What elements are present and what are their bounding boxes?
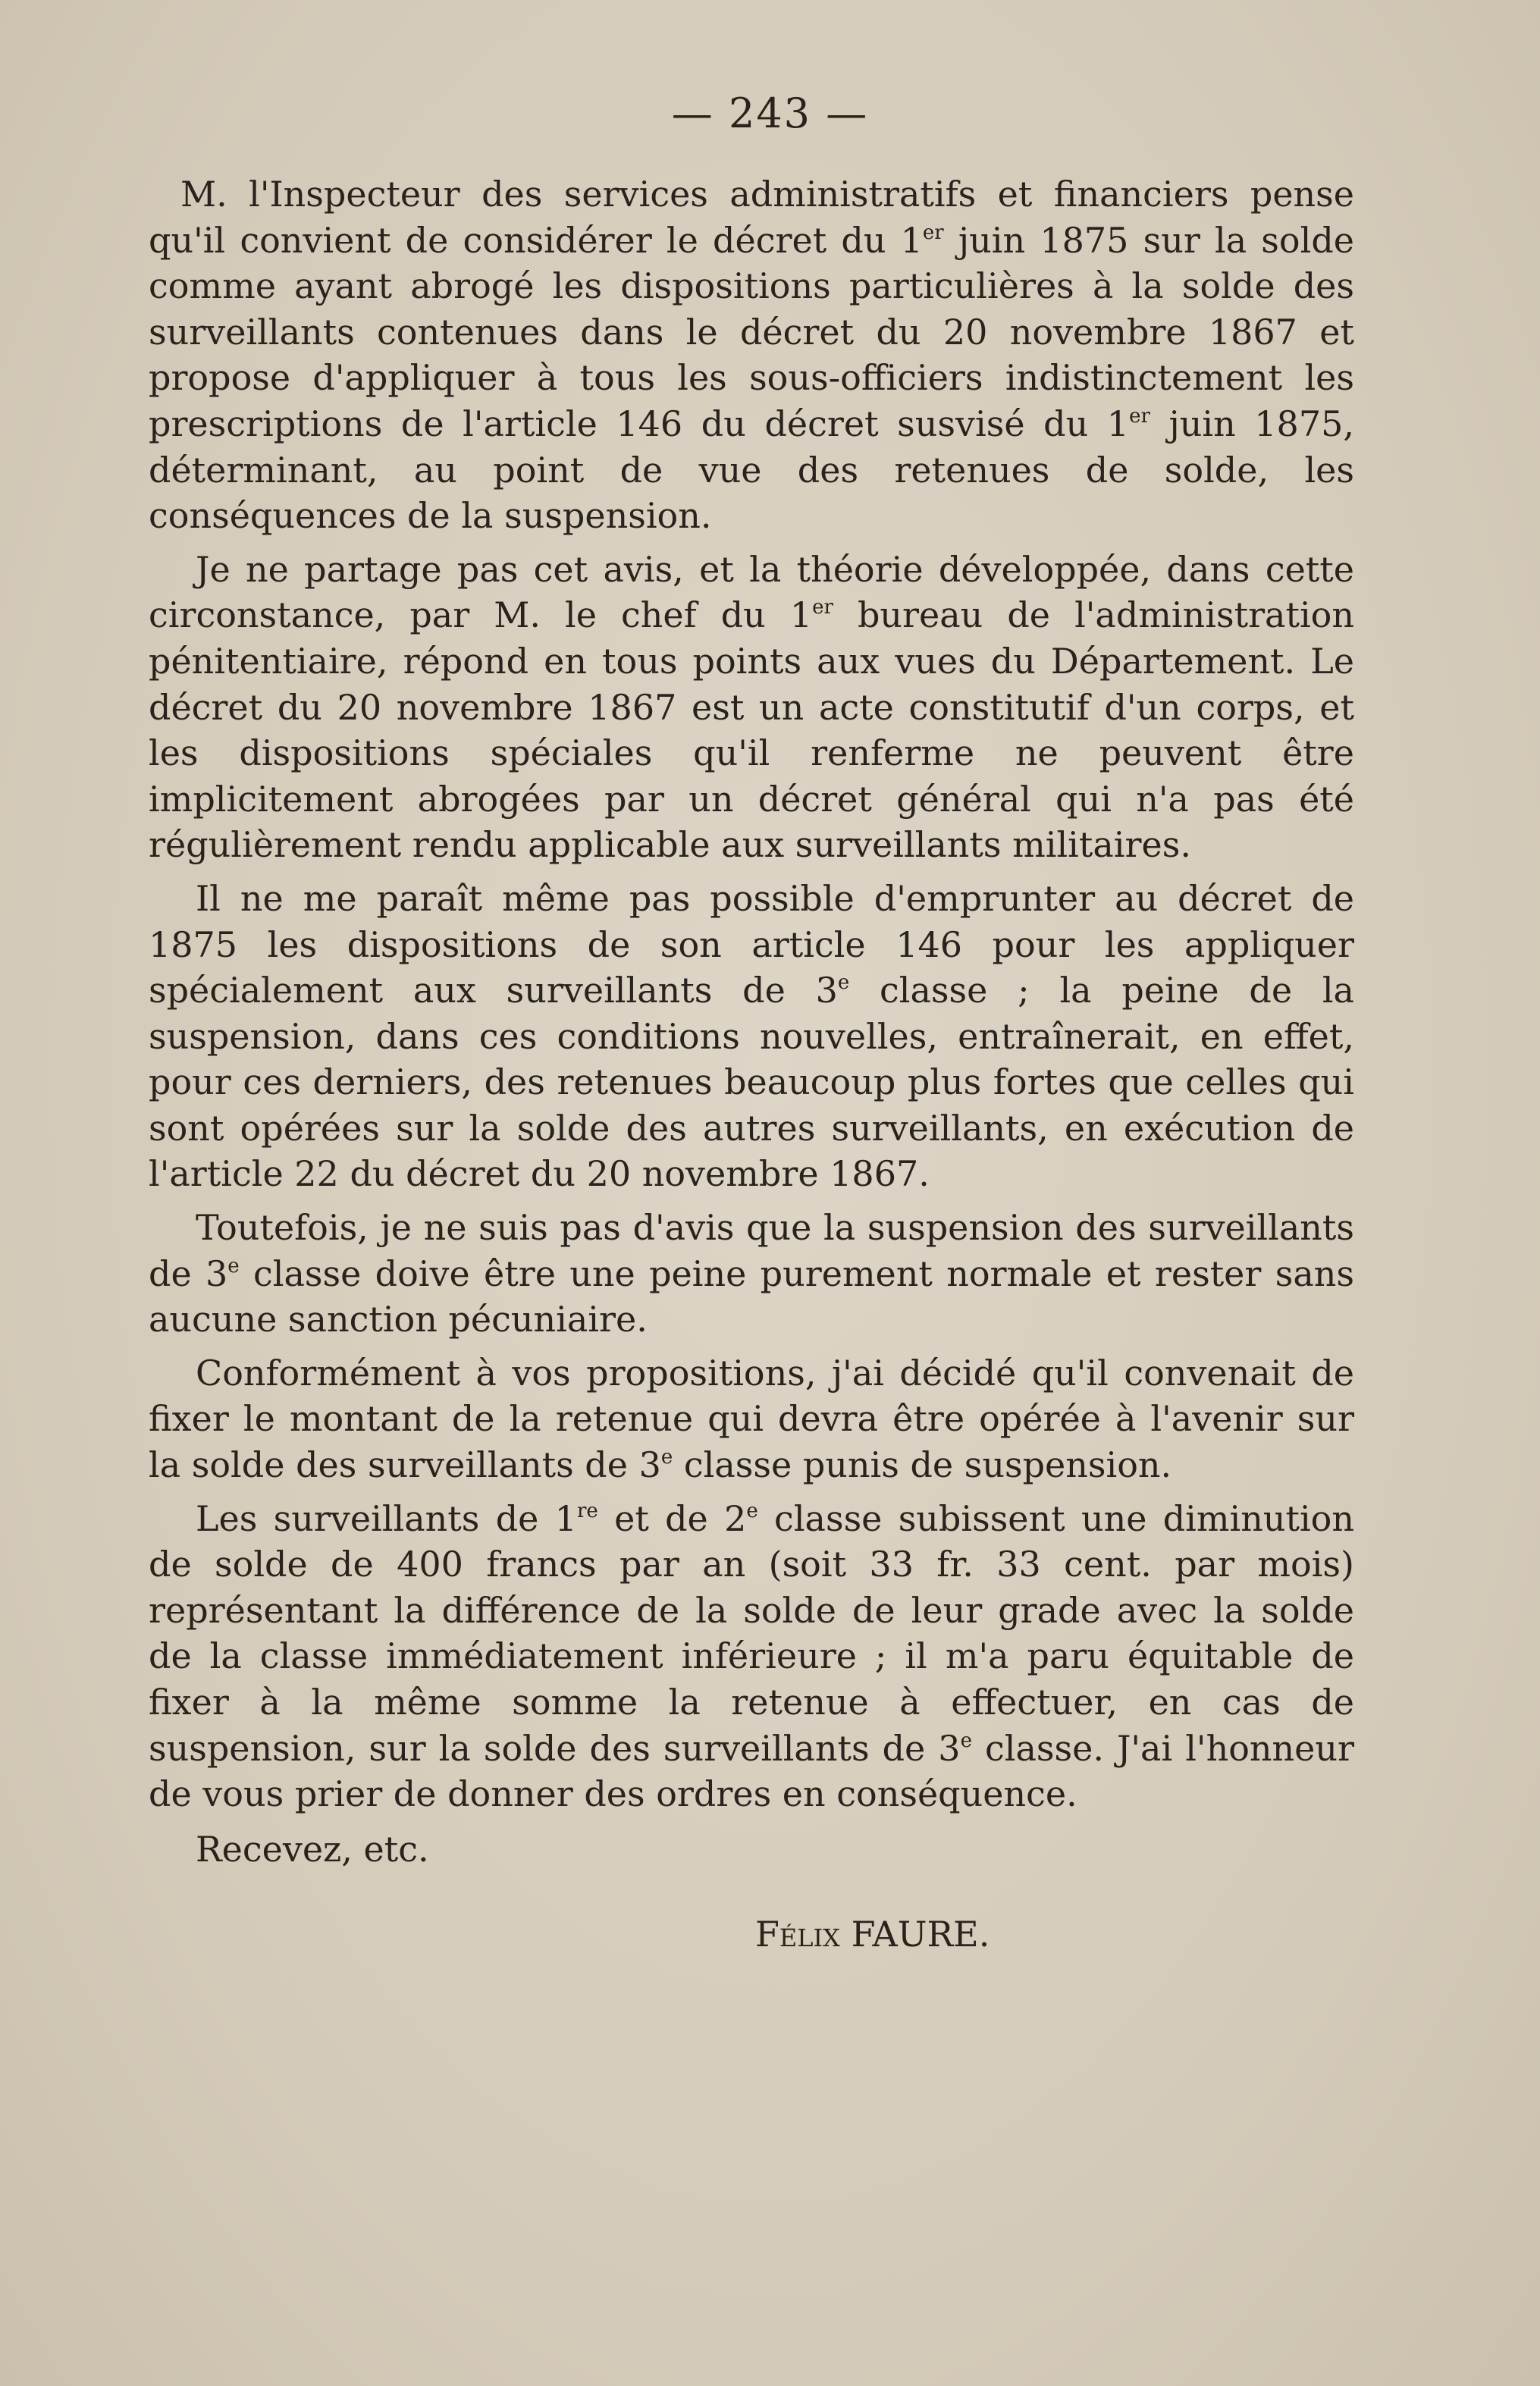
text-segment: Conformément à vos propositions, j'ai décidé qu'il convenait de fixer le montant de la retenue qui devra être opérée à l'avenir sur la solde des surveillants de 3 xyxy=(149,1352,1354,1486)
superscript: e xyxy=(837,971,850,995)
text-segment: classe. J'ai l'honneur de vous prier de donner des ordres en conséquence. xyxy=(149,1727,1354,1815)
text-segment: classe subissent une diminution de solde de 400 francs par an (soit 33 fr. 33 cent. par mois) représentant la différence de la solde de leur grade avec la solde de la classe immédiatement inférieure ; il m'a paru équitable de fixer à la même somme la retenue à effectuer, en cas de suspension, sur la solde des surveillants de 3 xyxy=(149,1497,1354,1769)
signature xyxy=(149,1911,1354,1958)
superscript: e xyxy=(227,1254,240,1278)
text-segment: classe doive être une peine purement normale et rester sans aucune sanction pécuniaire. xyxy=(149,1253,1354,1340)
text-segment: Toutefois, je ne suis pas d'avis que la suspension des surveillants de 3 xyxy=(149,1207,1354,1294)
paragraph-disagreement xyxy=(149,547,1354,868)
letter-body xyxy=(149,171,1354,1958)
text-segment: M. l'Inspecteur des services administratifs et financiers pense qu'il convient de considérer le décret du 1 xyxy=(149,174,1354,261)
superscript: e xyxy=(746,1499,758,1522)
paragraph-solde-reduction xyxy=(149,1496,1354,1817)
text-segment: Je ne partage pas cet avis, et la théorie développée, dans cette circonstance, par M. le chef du 1 xyxy=(149,548,1354,636)
text-segment: bureau de l'administration pénitentiaire, répond en tous points aux vues du Département. Le décret du 20 novembre 1867 est un acte constitutif d'un corps, et les dispositions spéciales qu'il renferme ne peuvent être implicitement abrogées par un décret général qui n'a pas été régulièrement rendu applicable aux surveillants militaires. xyxy=(149,594,1354,866)
text-segment: classe punis de suspension. xyxy=(673,1444,1172,1486)
text-segment: et de 2 xyxy=(597,1497,747,1539)
text-segment: juin 1875 sur la solde comme ayant abrogé les dispositions particulières à la solde des surveillants contenues dans le décret du 20 novembre 1867 et propose d'appliquer à tous les sous-officiers indistinctement les prescriptions de l'article 146 du décret susvisé du 1 xyxy=(149,219,1354,444)
signature-last-name: FAURE. xyxy=(851,1914,990,1955)
paragraph-toutefois xyxy=(149,1205,1354,1343)
text-segment: Il ne me paraît même pas possible d'emprunter au décret de 1875 les dispositions de son article 146 pour les appliquer spécialement aux surveillants de 3 xyxy=(149,877,1354,1011)
superscript: er xyxy=(922,221,944,244)
superscript: er xyxy=(812,596,833,619)
paragraph-inspector-opinion xyxy=(149,171,1354,539)
paragraph-article-146 xyxy=(149,876,1354,1197)
page-number: — 243 — xyxy=(671,89,869,137)
superscript: re xyxy=(576,1499,598,1522)
text-segment: classe ; la peine de la suspension, dans ces conditions nouvelles, entraînerait, en effet, pour ces derniers, des retenues beaucoup plus fortes que celles qui sont opérées sur la solde des autres surveillants, en exécution de l'article 22 du décret du 20 novembre 1867. xyxy=(149,970,1354,1195)
text-segment: Les surveillants de 1 xyxy=(196,1497,577,1539)
superscript: e xyxy=(960,1729,972,1752)
text-segment: juin 1875, déterminant, au point de vue des retenues de solde, les conséquences de la suspension. xyxy=(149,403,1354,537)
paragraph-decision xyxy=(149,1350,1354,1488)
signature-first-name: Félix xyxy=(755,1914,840,1955)
closing-line: Recevez, etc. xyxy=(196,1828,429,1870)
superscript: e xyxy=(660,1446,673,1469)
superscript: er xyxy=(1129,404,1150,428)
